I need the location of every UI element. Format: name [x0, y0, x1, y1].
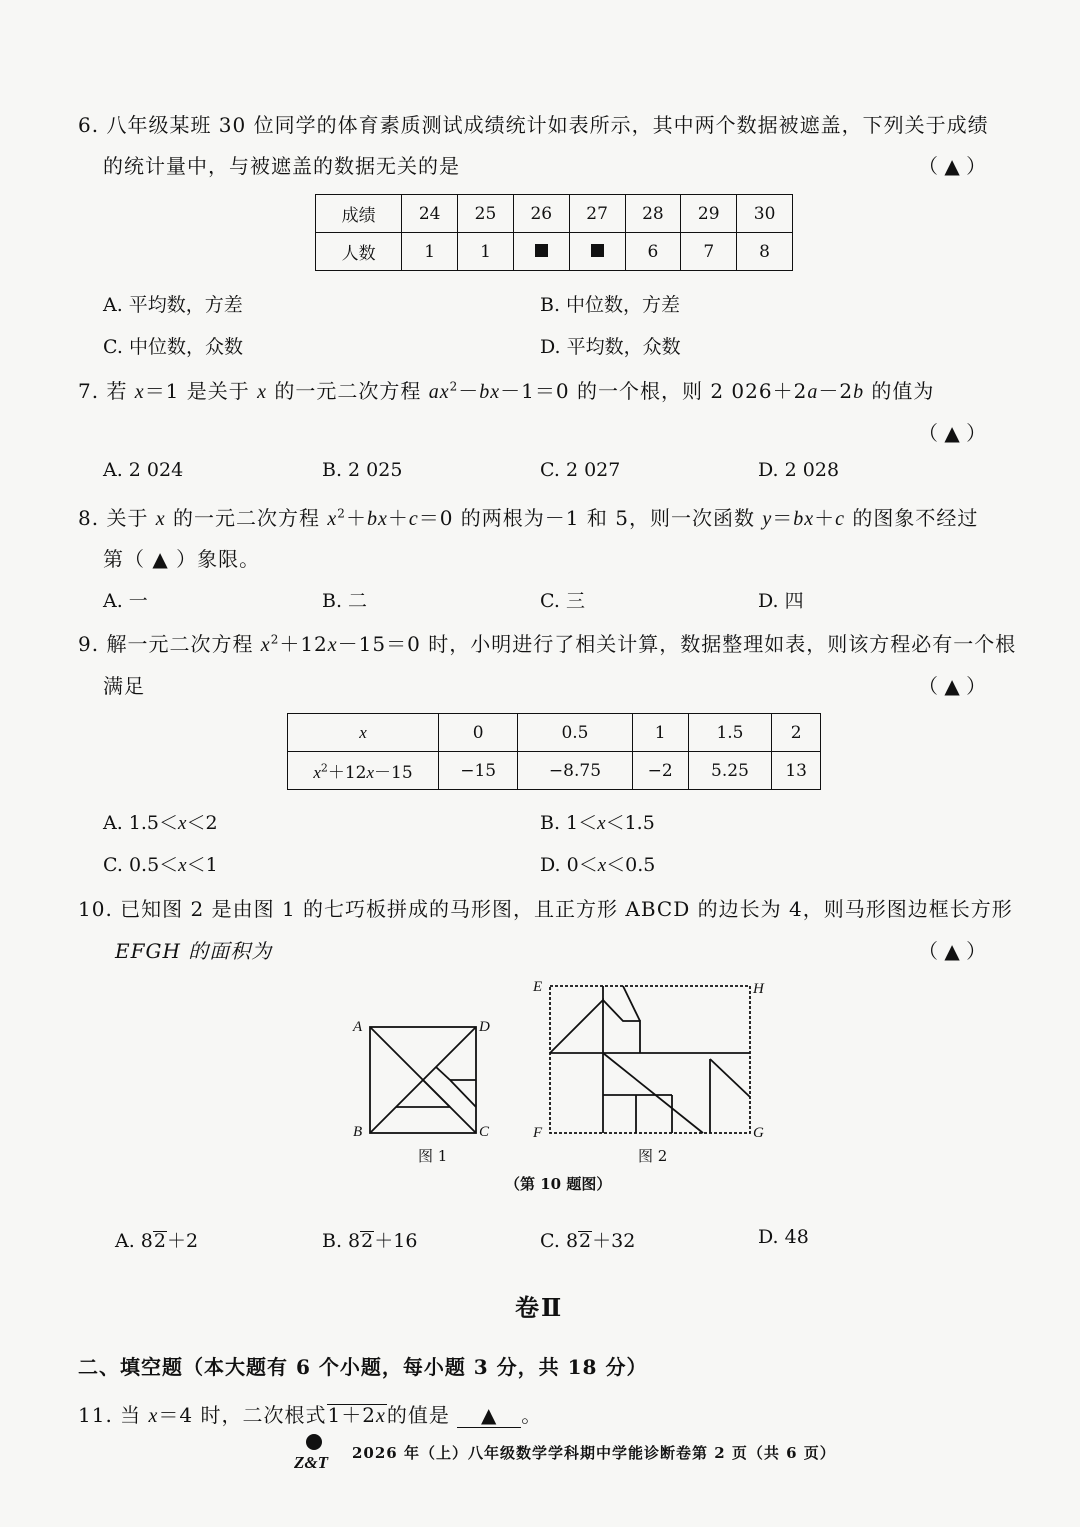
fig2-neck [603, 986, 640, 1053]
q6-covered-cell [513, 233, 569, 271]
q9-value-cell: 5.25 [688, 752, 772, 790]
q6-answer-paren: （ ▲ ） [918, 154, 987, 178]
logo-dot [306, 1434, 322, 1450]
q6-score-cell: 27 [569, 195, 625, 233]
q6-line1: 6. 八年级某班 30 位同学的体育素质测试成绩统计如表所示，其中两个数据被遮盖，下列关于成绩 [78, 113, 989, 137]
q9-x-cell: 1 [632, 714, 688, 752]
answer-triangle-icon: ▲ [944, 421, 960, 445]
fig2-caption: 图 2 [638, 1147, 668, 1165]
figure-1-tangram [350, 1015, 500, 1145]
q6-score-cell: 26 [513, 195, 569, 233]
q6-score-cell: 30 [737, 195, 793, 233]
fig2-label-g: G [753, 1125, 764, 1141]
q10-option-a[interactable]: A. 82＋2 [115, 1230, 199, 1252]
q9-line2: 满足 [103, 674, 145, 698]
q6-option-b[interactable]: B. 中位数，方差 [540, 294, 681, 316]
q8-option-b[interactable]: B. 二 [322, 590, 368, 612]
q9-x-cell: 0.5 [518, 714, 632, 752]
q6-score-cell: 28 [625, 195, 681, 233]
fig2-label-e: E [533, 979, 543, 995]
q9-option-b[interactable]: B. 1＜x＜1.5 [540, 812, 655, 834]
q10-line2: EFGH 的面积为 [115, 939, 273, 963]
q7-answer-paren: （ ▲ ） [918, 421, 987, 445]
q9-value-table [287, 713, 821, 790]
fig2-label-h: H [753, 981, 764, 997]
page-footer: 2026 年（上）八年级数学学科期中学能诊断卷第 2 页（共 6 页） [352, 1444, 836, 1462]
q9-value-cell: −2 [632, 752, 688, 790]
volume-2-title: 卷Ⅱ [515, 1293, 564, 1322]
q6-count-cell: 6 [625, 233, 681, 271]
q6-covered-cell [569, 233, 625, 271]
covered-square-icon [591, 244, 604, 257]
fig1-label-d: D [479, 1019, 490, 1035]
publisher-logo [292, 1432, 338, 1472]
q10-figure-caption: （第 10 题图） [505, 1175, 612, 1193]
q6-count-cell: 1 [402, 233, 458, 271]
q6-header-label: 成绩 [316, 195, 402, 233]
q10-answer-paren: （ ▲ ） [918, 939, 987, 963]
q9-value-cell: −8.75 [518, 752, 632, 790]
q9-option-a[interactable]: A. 1.5＜x＜2 [103, 812, 218, 834]
q8-stem-line2: 第（ ▲ ）象限。 [103, 547, 261, 571]
q9-line1: 9. 解一元二次方程 $x^2+12x-15=0$ 时，小明进行了相关计算，数据整理如表，则该方程必有一个根 [78, 632, 1017, 656]
fig2-frame-efgh [550, 986, 750, 1133]
q9-x-cell: 2 [772, 714, 821, 752]
q6-option-c[interactable]: C. 中位数，众数 [103, 336, 243, 358]
fig1-label-a: A [353, 1019, 363, 1035]
answer-triangle-icon: ▲ [944, 939, 960, 963]
q9-header-x: x [288, 714, 439, 752]
q10-line1: 10. 已知图 2 是由图 1 的七巧板拼成的马形图，且正方形 ABCD 的边长为 4，则马形图边框长方形 [78, 897, 1013, 921]
q6-score-cell: 29 [681, 195, 737, 233]
q6-score-table [315, 194, 793, 271]
q6-score-cell: 25 [458, 195, 514, 233]
fig1-cut-5 [436, 1067, 450, 1080]
q9-option-c[interactable]: C. 0.5＜x＜1 [103, 854, 218, 876]
fig2-head-triangle [550, 1000, 603, 1053]
fig2-body-diagonal [603, 1053, 703, 1133]
q8-option-a[interactable]: A. 一 [103, 590, 148, 612]
q7-stem: 7. 若 x＝1 是关于 x 的一元二次方程 $ax^2-bx-1=0$ 的一个根，则 2 026＋2a－2b 的值为 [78, 379, 935, 403]
answer-triangle-icon: ▲ [944, 154, 960, 178]
q11-stem: 11. 当 x＝4 时，二次根式1＋2x的值是 ▲ 。 [78, 1403, 543, 1427]
q6-count-cell: 7 [681, 233, 737, 271]
q9-answer-paren: （ ▲ ） [918, 674, 987, 698]
q8-option-d[interactable]: D. 四 [758, 590, 804, 612]
q6-count-cell: 1 [458, 233, 514, 271]
fig1-cut-2 [450, 1080, 476, 1107]
q6-row-label: 人数 [316, 233, 402, 271]
fig2-ear [623, 986, 640, 1021]
q10-option-c[interactable]: C. 82＋32 [540, 1230, 636, 1252]
logo-text: Z&T [294, 1453, 328, 1472]
q7-option-c[interactable]: C. 2 027 [540, 459, 621, 481]
q6-option-a[interactable]: A. 平均数，方差 [103, 294, 243, 316]
answer-triangle-icon: ▲ [481, 1403, 498, 1427]
covered-square-icon [535, 244, 548, 257]
q6-line2: 的统计量中，与被遮盖的数据无关的是 [103, 154, 460, 178]
q10-option-b[interactable]: B. 82＋16 [322, 1230, 418, 1252]
figure-2-horse [530, 975, 775, 1145]
q6-score-cell: 24 [402, 195, 458, 233]
q9-header-expression: $x^2+12x-15$ [288, 752, 439, 790]
answer-triangle-icon: ▲ [152, 547, 169, 571]
q9-x-cell: 1.5 [688, 714, 772, 752]
fig2-tail-diagonal [710, 1059, 750, 1097]
q7-option-b[interactable]: B. 2 025 [322, 459, 403, 481]
q9-value-cell: −15 [439, 752, 518, 790]
q8-option-c[interactable]: C. 三 [540, 590, 585, 612]
fig1-cut-4 [423, 1080, 450, 1107]
fig1-caption: 图 1 [418, 1147, 448, 1165]
fig1-label-c: C [479, 1124, 490, 1140]
q9-option-d[interactable]: D. 0＜x＜0.5 [540, 854, 656, 876]
q9-value-cell: 13 [772, 752, 821, 790]
fig2-label-f: F [533, 1125, 543, 1141]
q6-option-d[interactable]: D. 平均数，众数 [540, 336, 681, 358]
q10-option-d[interactable]: D. 48 [758, 1226, 809, 1248]
q11-answer-blank[interactable] [457, 1403, 521, 1428]
q9-x-cell: 0 [439, 714, 518, 752]
q7-option-d[interactable]: D. 2 028 [758, 459, 840, 481]
q8-stem: 8. 关于 x 的一元二次方程 $x^2+bx+c=0$ 的两根为－1 和 5，则一次函数 y＝bx＋c 的图象不经过 [78, 506, 979, 530]
answer-triangle-icon: ▲ [944, 674, 960, 698]
q6-count-cell: 8 [737, 233, 793, 271]
q7-option-a[interactable]: A. 2 024 [103, 459, 184, 481]
fig1-label-b: B [353, 1124, 363, 1140]
section-2-heading: 二、填空题（本大题有 6 个小题，每小题 3 分，共 18 分） [78, 1355, 648, 1379]
